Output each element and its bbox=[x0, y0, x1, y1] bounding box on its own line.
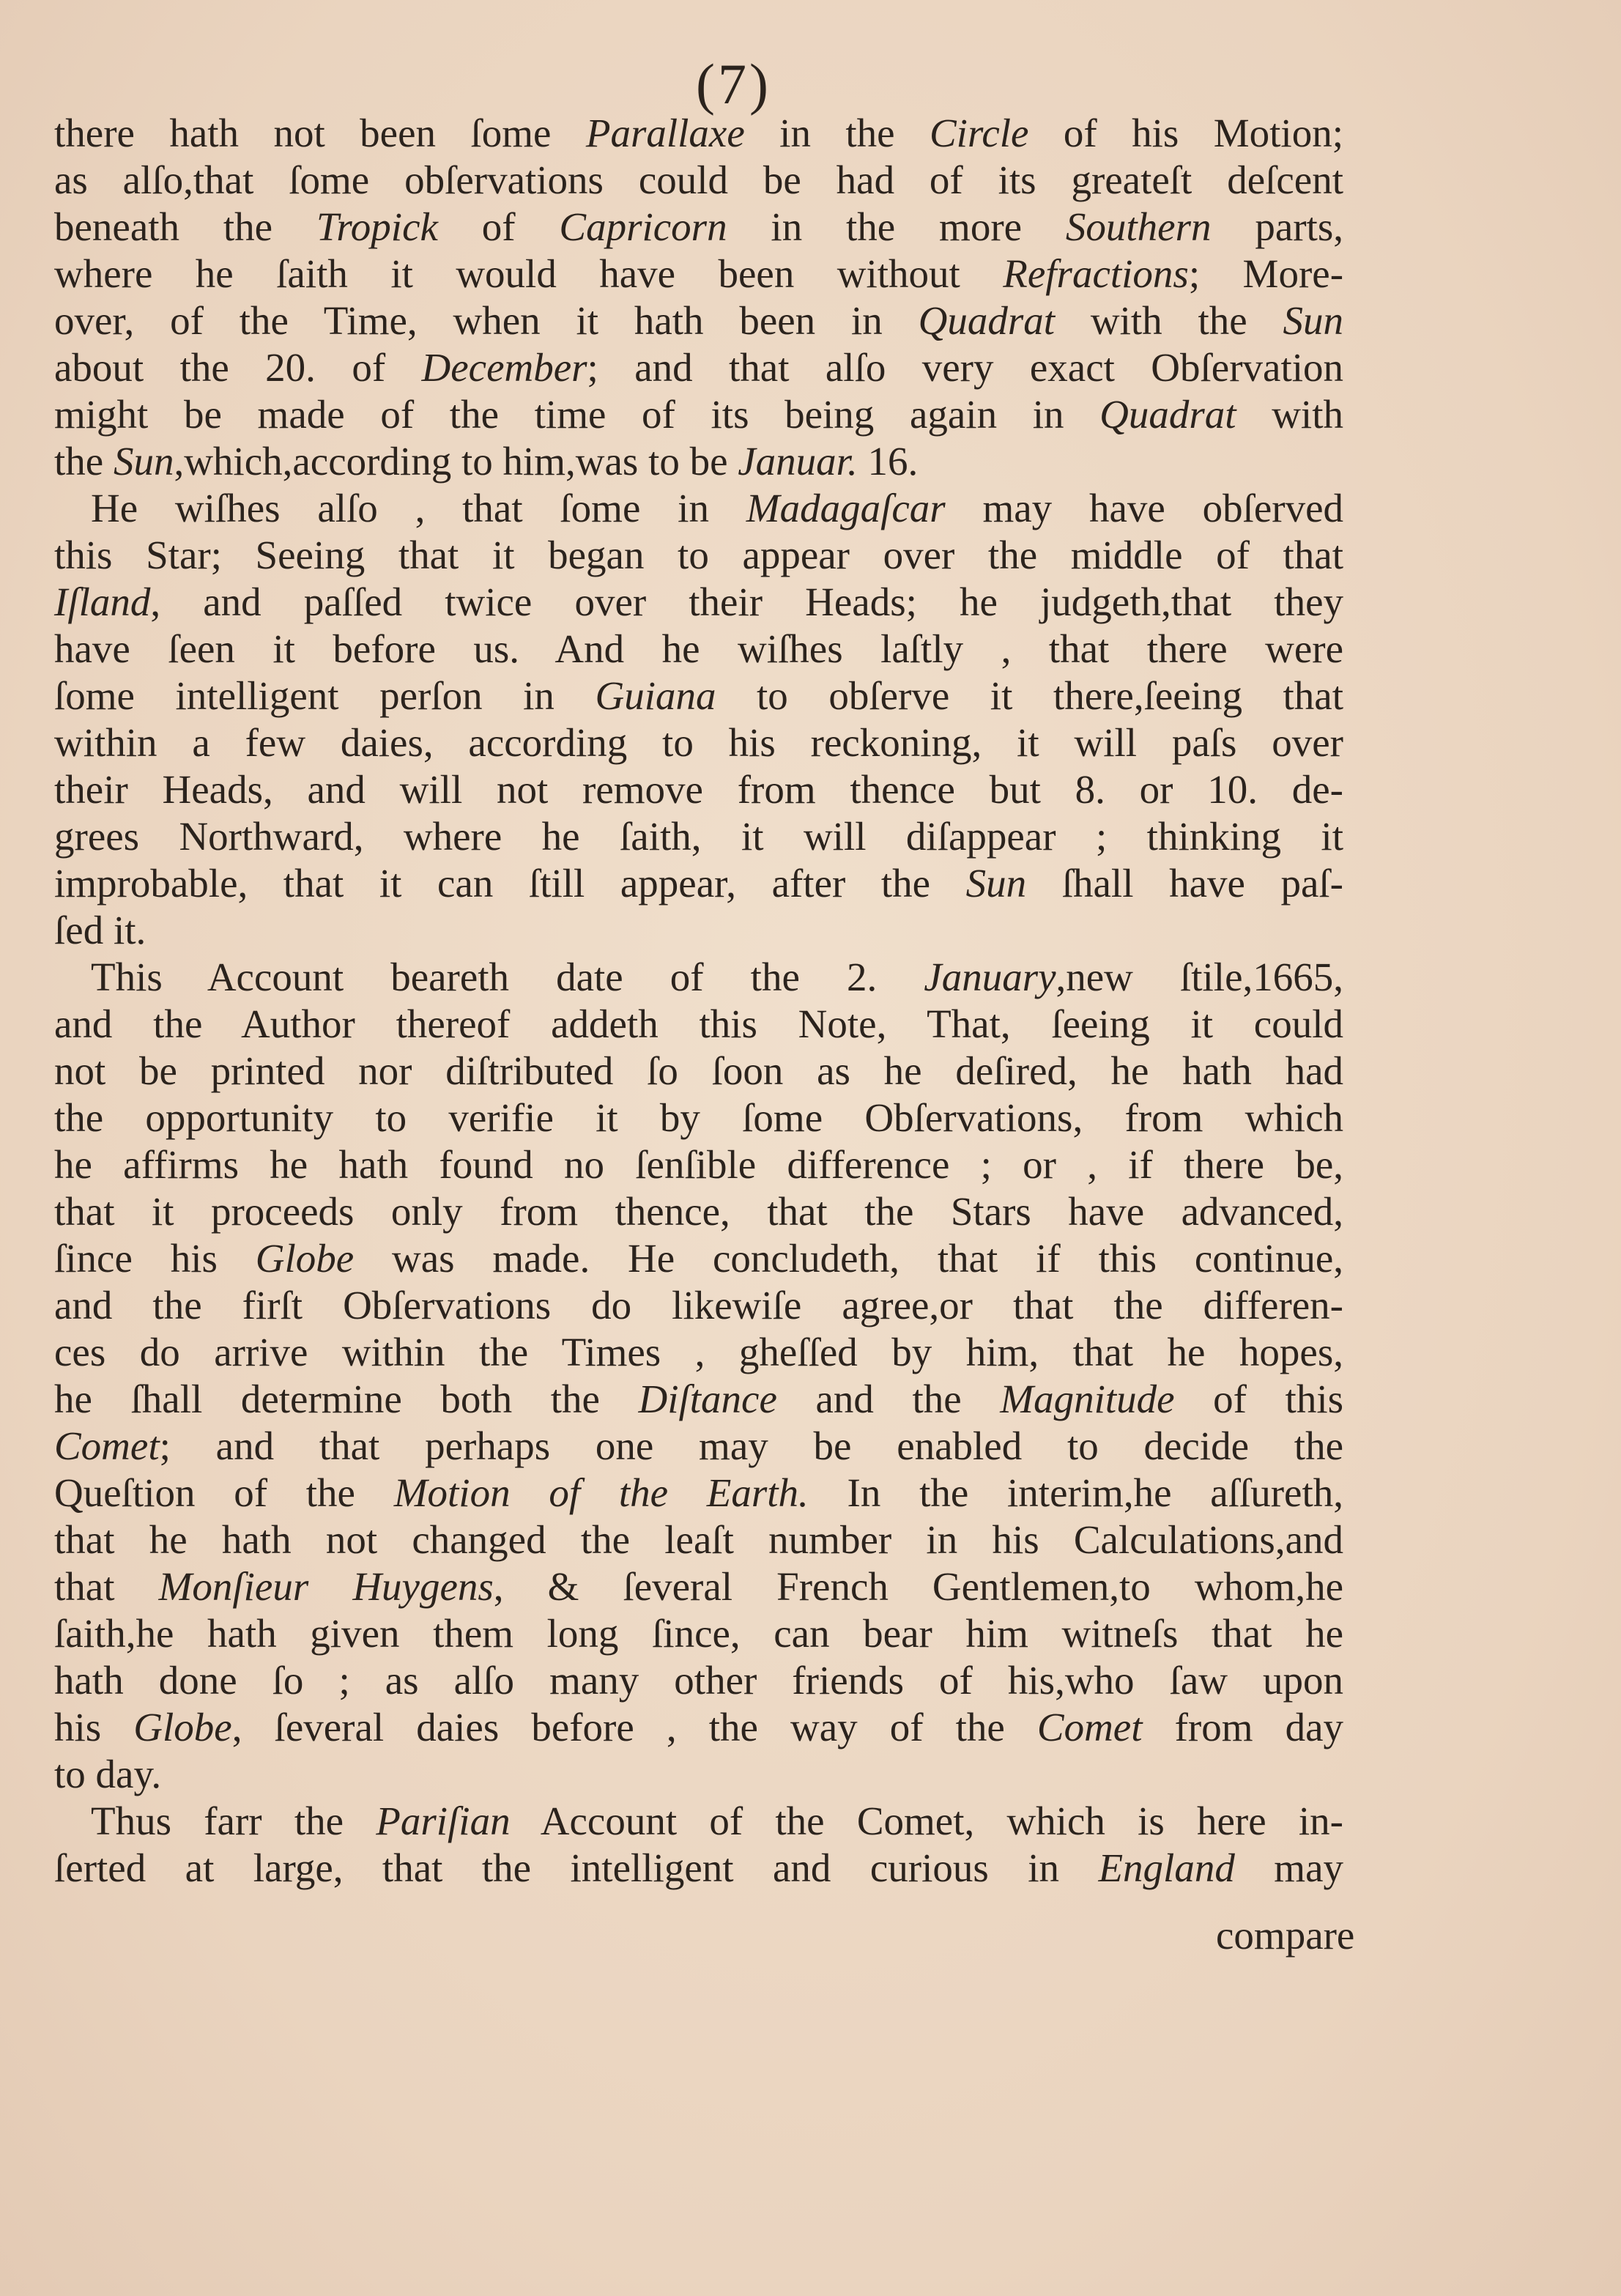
text-segment: , & ſeveral French Gentlemen,to whom,he bbox=[493, 1564, 1343, 1609]
text-segment: that bbox=[54, 1564, 159, 1609]
text-segment: , and paſſed twice over their Heads; he judgeth,that they bbox=[150, 579, 1343, 624]
text-line bbox=[54, 251, 1343, 297]
text-segment: ſed it. bbox=[54, 908, 146, 952]
italic-text: January bbox=[924, 955, 1056, 999]
text-line bbox=[54, 1095, 1343, 1141]
text-segment: have ſeen it before us. And he wiſhes laſtly , that there were bbox=[54, 626, 1343, 671]
italic-text: Madagaſcar bbox=[746, 486, 946, 530]
italic-text: Parallaxe bbox=[585, 111, 745, 155]
text-line bbox=[54, 1423, 1343, 1470]
text-segment: and the bbox=[776, 1377, 1001, 1421]
text-segment: from day bbox=[1142, 1705, 1344, 1749]
text-line bbox=[54, 1188, 1343, 1235]
text-segment: hath done ſo ; as alſo many other friends of his,who ſaw upon bbox=[54, 1658, 1343, 1703]
italic-text: Globe bbox=[133, 1705, 232, 1749]
text-segment: beneath the bbox=[54, 204, 316, 249]
text-line bbox=[54, 1376, 1343, 1423]
text-segment: grees Northward, where he ſaith, it will diſappear ; thinking it bbox=[54, 814, 1343, 859]
text-segment: and the Author thereof addeth this Note, That, ſeeing it could bbox=[54, 1001, 1343, 1046]
text-segment: ,which,according to him,was to be bbox=[174, 439, 738, 484]
text-segment: Queſtion of the bbox=[54, 1470, 394, 1515]
text-segment: parts, bbox=[1211, 204, 1343, 249]
text-segment: of bbox=[437, 204, 560, 249]
body-text bbox=[54, 110, 1343, 1892]
text-segment: Account of the Comet, which is here in- bbox=[510, 1799, 1343, 1843]
text-line bbox=[54, 204, 1343, 251]
text-segment: he affirms he hath found no ſenſible difference ; or , if there be, bbox=[54, 1142, 1343, 1187]
text-segment: ſerted at large, that the intelligent and curious in bbox=[54, 1845, 1099, 1890]
text-line bbox=[54, 1751, 1343, 1798]
text-segment: In the interim,he aſſureth, bbox=[808, 1470, 1343, 1515]
italic-text: Comet bbox=[1036, 1705, 1143, 1749]
text-line bbox=[54, 1704, 1343, 1751]
text-line bbox=[54, 719, 1343, 766]
italic-text: Circle bbox=[930, 111, 1029, 155]
catchword: compare bbox=[1216, 1913, 1355, 1958]
text-line bbox=[54, 157, 1343, 204]
text-line bbox=[54, 907, 1343, 954]
text-segment: and the firſt Obſervations do likewiſe agree,or that the differen- bbox=[54, 1283, 1343, 1327]
text-segment: improbable, that it can ſtill appear, after the bbox=[54, 861, 966, 906]
text-line bbox=[54, 438, 1343, 485]
text-segment: ; More- bbox=[1188, 251, 1344, 296]
text-line bbox=[54, 485, 1343, 532]
text-line bbox=[54, 1517, 1343, 1563]
text-segment: with bbox=[1236, 392, 1343, 437]
text-line bbox=[54, 626, 1343, 673]
italic-text: Guiana bbox=[595, 673, 716, 718]
text-line bbox=[54, 1610, 1343, 1657]
text-segment: where he ſaith it would have been without bbox=[54, 251, 1004, 296]
text-line bbox=[54, 391, 1343, 438]
text-line bbox=[54, 110, 1343, 157]
text-line bbox=[54, 954, 1343, 1001]
text-segment: this Star; Seeing that it began to appear over the middle of that bbox=[54, 533, 1343, 577]
text-line bbox=[54, 1141, 1343, 1188]
text-segment: to day. bbox=[54, 1752, 162, 1796]
text-segment: there hath not been ſome bbox=[54, 111, 586, 155]
text-line bbox=[54, 1048, 1343, 1095]
italic-text: Diſtance bbox=[638, 1377, 777, 1421]
italic-text: Refractions bbox=[1003, 251, 1189, 296]
text-line bbox=[54, 1798, 1343, 1845]
text-line bbox=[54, 1845, 1343, 1892]
italic-text: Monſieur Huygens bbox=[158, 1564, 494, 1609]
italic-text: December bbox=[421, 345, 587, 390]
italic-text: England bbox=[1098, 1845, 1235, 1890]
text-segment: This Account beareth date of the 2. bbox=[91, 955, 924, 999]
italic-text: Motion of the Earth. bbox=[393, 1470, 809, 1515]
text-line bbox=[54, 1282, 1343, 1329]
italic-text: Comet bbox=[54, 1423, 160, 1468]
text-line bbox=[54, 1470, 1343, 1517]
text-segment: Thus farr the bbox=[91, 1799, 376, 1843]
text-line bbox=[54, 1001, 1343, 1048]
text-line bbox=[54, 1329, 1343, 1376]
text-segment: was made. He concludeth, that if this continue, bbox=[354, 1236, 1343, 1281]
text-segment: in the bbox=[744, 111, 930, 155]
text-segment: ſhall have paſ- bbox=[1026, 861, 1343, 906]
text-segment: ces do arrive within the Times , gheſſed by him, that he hopes, bbox=[54, 1330, 1343, 1374]
text-segment: , ſeveral daies before , the way of the bbox=[231, 1705, 1037, 1749]
text-line bbox=[54, 766, 1343, 813]
italic-text: Quadrat bbox=[1099, 392, 1236, 437]
text-segment: he ſhall determine both the bbox=[54, 1377, 639, 1421]
italic-text: Sun bbox=[965, 861, 1027, 906]
text-segment: their Heads, and will not remove from thence but 8. or 10. de- bbox=[54, 767, 1343, 812]
text-segment: of his Motion; bbox=[1028, 111, 1343, 155]
text-line bbox=[54, 1563, 1343, 1610]
italic-text: Capricorn bbox=[559, 204, 727, 249]
text-segment: ſome intelligent perſon in bbox=[54, 673, 596, 718]
text-segment: might be made of the time of its being again in bbox=[54, 392, 1100, 437]
text-segment: that it proceeds only from thence, that the Stars have advanced, bbox=[54, 1189, 1343, 1234]
text-segment: with the bbox=[1055, 298, 1283, 343]
text-line bbox=[54, 532, 1343, 579]
text-segment: the bbox=[54, 439, 114, 484]
text-line bbox=[54, 1657, 1343, 1704]
text-segment: ; and that perhaps one may be enabled to decide the bbox=[159, 1423, 1343, 1468]
page-number: (7) bbox=[696, 52, 771, 116]
text-segment: He wiſhes alſo , that ſome in bbox=[91, 486, 746, 530]
text-line bbox=[54, 860, 1343, 907]
italic-text: Tropick bbox=[316, 204, 438, 249]
text-line bbox=[54, 344, 1343, 391]
text-segment: not be printed nor diſtributed ſo ſoon as he deſired, he hath had bbox=[54, 1048, 1343, 1093]
text-segment: may have obſerved bbox=[945, 486, 1343, 530]
italic-text: Globe bbox=[255, 1236, 355, 1281]
text-segment: in the more bbox=[727, 204, 1066, 249]
text-segment: within a few daies, according to his reckoning, it will paſs over bbox=[54, 720, 1343, 765]
italic-text: Sun bbox=[1283, 298, 1343, 343]
italic-text: Januar. bbox=[738, 439, 858, 484]
text-segment: ; and that alſo very exact Obſervation bbox=[587, 345, 1344, 390]
text-segment: ſaith,he hath given them long ſince, can bear him witneſs that he bbox=[54, 1611, 1343, 1656]
text-line bbox=[54, 813, 1343, 860]
text-segment: to obſerve it there,ſeeing that bbox=[716, 673, 1343, 718]
italic-text: Magnitude bbox=[1000, 1377, 1175, 1421]
italic-text: Pariſian bbox=[376, 1799, 511, 1843]
text-line bbox=[54, 579, 1343, 626]
italic-text: Southern bbox=[1065, 204, 1212, 249]
text-segment: over, of the Time, when it hath been in bbox=[54, 298, 919, 343]
text-line bbox=[54, 673, 1343, 719]
text-segment: ,new ſtile,1665, bbox=[1056, 955, 1344, 999]
text-segment: his bbox=[54, 1705, 134, 1749]
text-segment: of this bbox=[1174, 1377, 1344, 1421]
italic-text: Quadrat bbox=[918, 298, 1056, 343]
text-line bbox=[54, 297, 1343, 344]
text-segment: that he hath not changed the leaſt number in his Calculations,and bbox=[54, 1517, 1343, 1562]
italic-text: Iſland bbox=[54, 579, 151, 624]
text-segment: about the 20. of bbox=[54, 345, 422, 390]
text-segment: as alſo,that ſome obſervations could be had of its greateſt deſcent bbox=[54, 158, 1343, 202]
text-segment: ſince his bbox=[54, 1236, 256, 1281]
text-line bbox=[54, 1235, 1343, 1282]
text-segment: may bbox=[1234, 1845, 1343, 1890]
text-segment: the opportunity to verifie it by ſome Obſervations, from which bbox=[54, 1095, 1343, 1140]
italic-text: Sun bbox=[113, 439, 174, 484]
text-segment: 16. bbox=[857, 439, 919, 484]
